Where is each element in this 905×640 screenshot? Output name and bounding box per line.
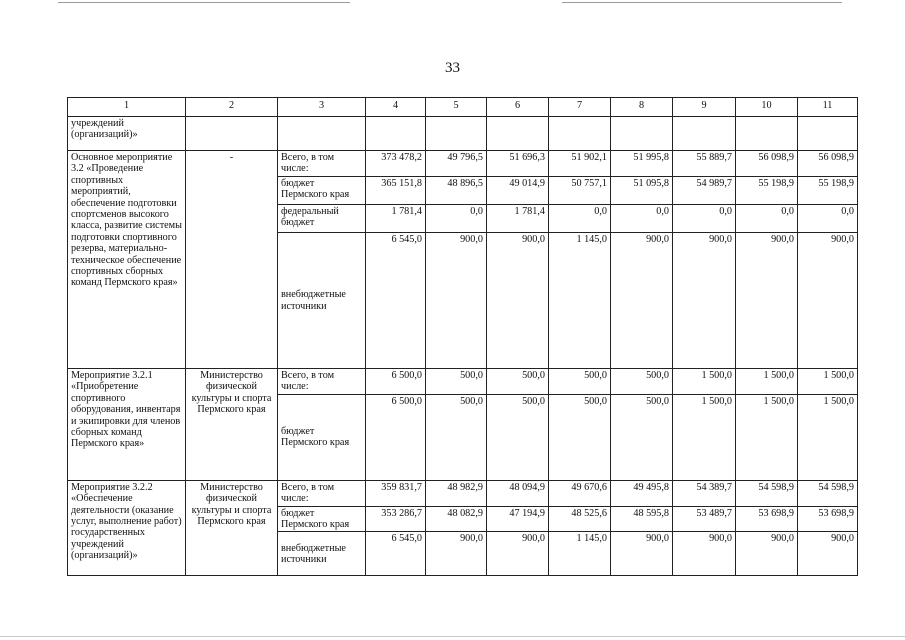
header-cell: 8 — [611, 98, 673, 117]
value-cell: 1 145,0 — [549, 532, 611, 576]
value-cell: 1 500,0 — [798, 369, 858, 395]
value-cell: 900,0 — [673, 233, 736, 369]
carryover-name-cell: учреждений (организаций)» — [68, 117, 186, 151]
block2-row-total — [68, 369, 858, 395]
value-cell: 1 781,4 — [366, 205, 426, 233]
value-cell: 48 082,9 — [426, 506, 487, 532]
source-cell: Всего, в том числе: — [278, 151, 366, 177]
empty-cell — [611, 117, 673, 151]
value-cell: 373 478,2 — [366, 151, 426, 177]
value-cell: 900,0 — [736, 532, 798, 576]
value-cell: 500,0 — [487, 369, 549, 395]
header-cell: 11 — [798, 98, 858, 117]
value-cell: 6 500,0 — [366, 369, 426, 395]
value-cell: 49 495,8 — [611, 480, 673, 506]
value-cell: 54 598,9 — [736, 480, 798, 506]
value-cell: 6 545,0 — [366, 532, 426, 576]
value-cell: 1 500,0 — [736, 394, 798, 480]
block3-row-total — [68, 480, 858, 506]
value-cell: 900,0 — [736, 233, 798, 369]
empty-cell — [186, 117, 278, 151]
value-cell: 900,0 — [487, 532, 549, 576]
value-cell: 900,0 — [798, 233, 858, 369]
value-cell: 500,0 — [611, 394, 673, 480]
value-cell: 359 831,7 — [366, 480, 426, 506]
value-cell: 51 696,3 — [487, 151, 549, 177]
value-cell: 6 500,0 — [366, 394, 426, 480]
header-cell: 6 — [487, 98, 549, 117]
value-cell: 1 500,0 — [736, 369, 798, 395]
value-cell: 48 094,9 — [487, 480, 549, 506]
empty-cell — [426, 117, 487, 151]
value-cell: 900,0 — [426, 532, 487, 576]
value-cell: 500,0 — [426, 394, 487, 480]
value-cell: 0,0 — [549, 205, 611, 233]
source-cell: бюджет Пермского края — [278, 177, 366, 205]
value-cell: 55 198,9 — [798, 177, 858, 205]
page-number: 33 — [445, 60, 460, 76]
header-cell: 4 — [366, 98, 426, 117]
header-cell: 10 — [736, 98, 798, 117]
value-cell: 56 098,9 — [736, 151, 798, 177]
scan-edge-line-right — [562, 2, 842, 3]
value-cell: 48 525,6 — [549, 506, 611, 532]
value-cell: 6 545,0 — [366, 233, 426, 369]
value-cell: 51 902,1 — [549, 151, 611, 177]
empty-cell — [549, 117, 611, 151]
block1-responsible-cell: - — [186, 151, 278, 369]
source-cell: Всего, в том числе: — [278, 369, 366, 395]
value-cell: 1 500,0 — [798, 394, 858, 480]
value-cell: 54 389,7 — [673, 480, 736, 506]
header-cell: 9 — [673, 98, 736, 117]
header-cell: 2 — [186, 98, 278, 117]
scan-edge-line-left — [58, 2, 350, 3]
value-cell: 1 500,0 — [673, 369, 736, 395]
value-cell: 500,0 — [611, 369, 673, 395]
source-cell: бюджет Пермского края — [278, 506, 366, 532]
value-cell: 48 896,5 — [426, 177, 487, 205]
value-cell: 55 889,7 — [673, 151, 736, 177]
value-cell: 47 194,9 — [487, 506, 549, 532]
value-cell: 49 014,9 — [487, 177, 549, 205]
value-cell: 49 796,5 — [426, 151, 487, 177]
value-cell: 1 145,0 — [549, 233, 611, 369]
value-cell: 54 989,7 — [673, 177, 736, 205]
value-cell: 54 598,9 — [798, 480, 858, 506]
header-cell: 3 — [278, 98, 366, 117]
header-cell: 5 — [426, 98, 487, 117]
source-cell: федеральный бюджет — [278, 205, 366, 233]
header-cell: 1 — [68, 98, 186, 117]
block1-row-total — [68, 151, 858, 177]
block2-name-cell: Мероприятие 3.2.1 «Приобретение спортивного оборудования, инвентаря и экипировки для членов сборных команд Пермского края» — [68, 369, 186, 481]
value-cell: 53 698,9 — [736, 506, 798, 532]
value-cell: 0,0 — [426, 205, 487, 233]
value-cell: 500,0 — [426, 369, 487, 395]
value-cell: 0,0 — [673, 205, 736, 233]
value-cell: 900,0 — [611, 532, 673, 576]
value-cell: 500,0 — [487, 394, 549, 480]
value-cell: 900,0 — [673, 532, 736, 576]
value-cell: 51 095,8 — [611, 177, 673, 205]
value-cell: 365 151,8 — [366, 177, 426, 205]
source-cell: внебюджетные источники — [278, 532, 366, 576]
value-cell: 900,0 — [611, 233, 673, 369]
value-cell: 0,0 — [736, 205, 798, 233]
carryover-row — [68, 117, 858, 151]
value-cell: 500,0 — [549, 369, 611, 395]
empty-cell — [798, 117, 858, 151]
block3-name-cell: Мероприятие 3.2.2 «Обеспечение деятельности (оказание услуг, выполнение работ) государственных учреждений (организаций)» — [68, 480, 186, 576]
value-cell: 900,0 — [487, 233, 549, 369]
value-cell: 900,0 — [798, 532, 858, 576]
value-cell: 49 670,6 — [549, 480, 611, 506]
value-cell: 53 698,9 — [798, 506, 858, 532]
value-cell: 51 995,8 — [611, 151, 673, 177]
block2-responsible-cell: Министерство физической культуры и спорта Пермского края — [186, 369, 278, 481]
value-cell: 500,0 — [549, 394, 611, 480]
budget-table — [67, 97, 858, 576]
empty-cell — [487, 117, 549, 151]
empty-cell — [366, 117, 426, 151]
value-cell: 50 757,1 — [549, 177, 611, 205]
value-cell: 0,0 — [611, 205, 673, 233]
value-cell: 48 595,8 — [611, 506, 673, 532]
empty-cell — [278, 117, 366, 151]
value-cell: 55 198,9 — [736, 177, 798, 205]
source-cell: внебюджетные источники — [278, 233, 366, 369]
value-cell: 48 982,9 — [426, 480, 487, 506]
value-cell: 0,0 — [798, 205, 858, 233]
value-cell: 53 489,7 — [673, 506, 736, 532]
value-cell: 900,0 — [426, 233, 487, 369]
header-cell: 7 — [549, 98, 611, 117]
source-cell: бюджет Пермского края — [278, 394, 366, 480]
value-cell: 353 286,7 — [366, 506, 426, 532]
empty-cell — [673, 117, 736, 151]
value-cell: 56 098,9 — [798, 151, 858, 177]
empty-cell — [736, 117, 798, 151]
value-cell: 1 781,4 — [487, 205, 549, 233]
block1-name-cell: Основное мероприятие 3.2 «Проведение спортивных мероприятий, обеспечение подготовки спортсменов высокого класса, развитие системы подготовки спортивного резерва, материально-техническое обеспечение спортивных сборных команд Пермского края» — [68, 151, 186, 369]
header-row — [68, 98, 858, 117]
source-cell: Всего, в том числе: — [278, 480, 366, 506]
scan-bottom-edge — [0, 636, 905, 637]
value-cell: 1 500,0 — [673, 394, 736, 480]
block3-responsible-cell: Министерство физической культуры и спорта Пермского края — [186, 480, 278, 576]
